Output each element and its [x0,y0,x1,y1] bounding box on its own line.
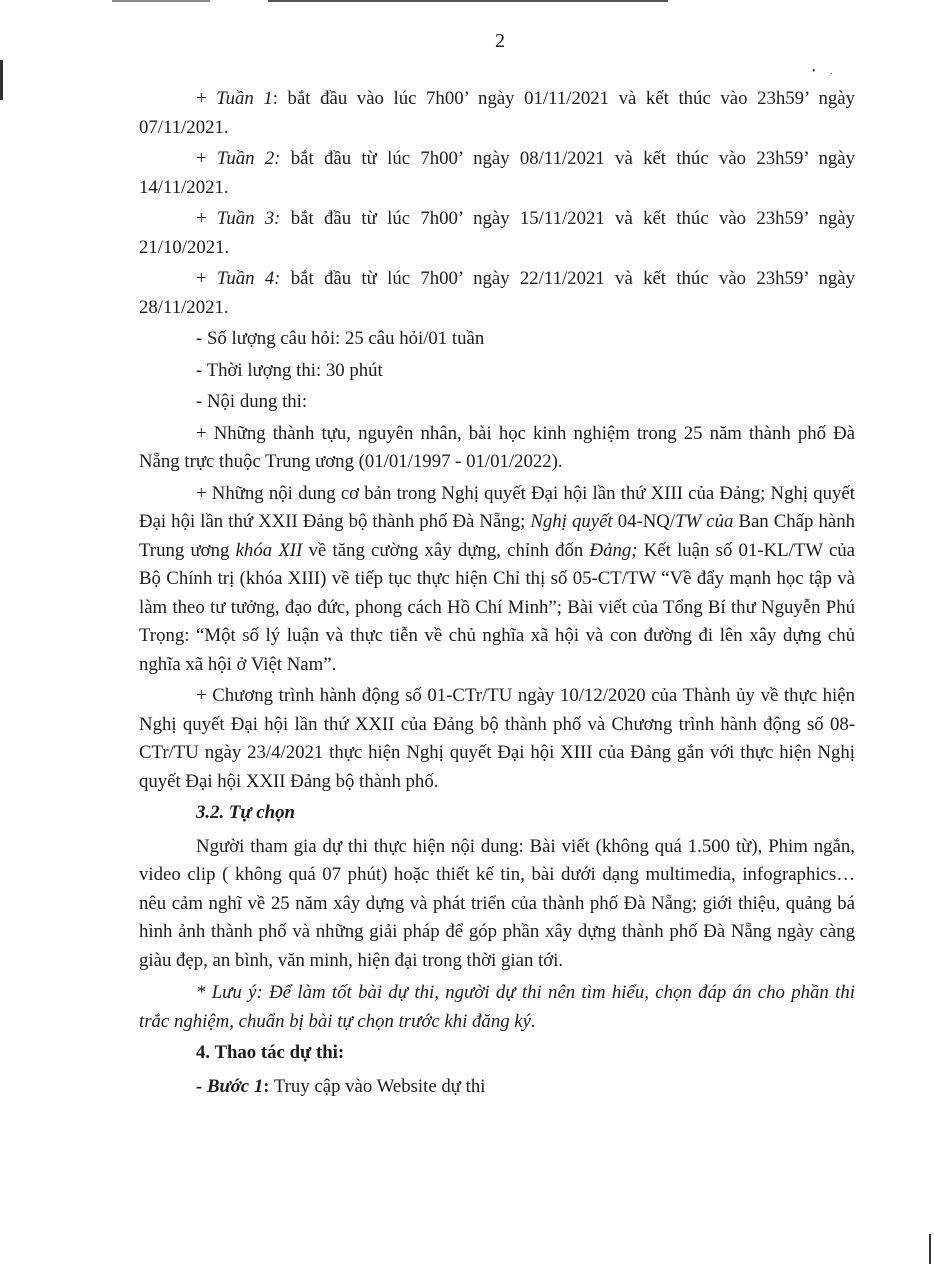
week-3-label: Tuần 3: [216,208,281,229]
week-2-item: + Tuần 2: bắt đầu từ lúc 7h00’ ngày 08/11/2021 và kết thúc vào 23h59’ ngày 14/11/2021. [139,148,856,198]
section-3-2-title: 3.2. Tự chọn [196,802,295,823]
content-label: - Nội dung thi: [196,391,308,412]
document-body [139,85,855,1104]
step-1: - Bước 1: Truy cập vào Website dự thi [196,1075,486,1097]
week-4-label: Tuần 4: [216,268,281,289]
exam-duration: - Thời lượng thi: 30 phút [196,359,383,381]
section-3-2-body: Người tham gia dự thi thực hiện nội dung: Bài viết (không quá 1.500 từ), Phim ngắn, video clip ( không quá 07 phút) hoặc thiết kế tin, bài dưới dạng multimedia, infographics… nêu cảm nghĩ về 25 năm xây dựng và phát triển của thành phố Đà Nẵng; giới thiệu, quảng bá hình ảnh thành phố và những giải pháp để góp phần xây dựng thành phố Đà Nẵng ngày càng giàu đẹp, an bình, văn minh, hiện đại trong thời gian tới. [139,835,855,971]
content-item-3: + Chương trình hành động số 01-CTr/TU ngày 10/12/2020 của Thành ủy về thực hiện Nghị quyết Đại hội lần thứ XXII của Đảng bộ thành phố và Chương trình hành động số 08-CTr/TU ngày 23/4/2021 thực hiện Nghị quyết Đại hội XIII của Đảng gắn với thực hiện Nghị quyết Đại hội XXII Đảng bộ thành phố. [139,685,855,792]
scan-speck: • . [812,66,839,77]
content-item-2: + Những nội dung cơ bản trong Nghị quyết Đại hội lần thứ XIII của Đảng; Nghị quyết Đại hội lần thứ XXII Đảng bộ thành phố Đà Nẵng; Nghị quyết 04-NQ/TW của Ban Chấp hành Trung ương khóa XII về tăng cường xây dựng, chỉnh đốn Đảng; Kết luận số 01-KL/TW của Bộ Chính trị (khóa XIII) về tiếp tục thực hiện Chỉ thị số 05-CT/TW “Về đẩy mạnh học tập và làm theo tư tưởng, đạo đức, phong cách Hồ Chí Minh”; Bài viết của Tổng Bí thư Nguyễn Phú Trọng: “Một số lý luận và thực tiễn về chủ nghĩa xã hội và con đường đi lên xây dựng chủ nghĩa xã hội ở Việt Nam”. [139,482,856,675]
week-2-label: Tuần 2: [216,148,281,169]
page-number: 2 [495,30,505,52]
week-1-item: + Tuần 1: bắt đầu vào lúc 7h00’ ngày 01/11/2021 và kết thúc vào 23h59’ ngày 07/11/2021. [139,88,855,138]
week-3-item: + Tuần 3: bắt đầu từ lúc 7h00’ ngày 15/11/2021 và kết thúc vào 23h59’ ngày 21/10/2021. [139,208,856,258]
question-count: - Số lượng câu hỏi: 25 câu hỏi/01 tuần [196,328,485,349]
step-1-label: - Bước 1 [196,1075,264,1097]
scan-edge-mark-top [268,0,668,2]
week-4-item: + Tuần 4: bắt đầu từ lúc 7h00’ ngày 22/11/2021 và kết thúc vào 23h59’ ngày 28/11/2021. [139,268,856,318]
scan-edge-mark-right [929,1234,931,1264]
note: * Lưu ý: Để làm tốt bài dự thi, người dự thi nên tìm hiểu, chọn đáp án cho phần thi trắc nghiệm, chuẩn bị bài tự chọn trước khi đăng ký. [139,982,855,1032]
week-1-label: Tuần 1 [216,88,273,109]
section-4-title: 4. Thao tác dự thi: [196,1042,345,1063]
scan-edge-mark-left [112,0,210,2]
content-item-1: + Những thành tựu, nguyên nhân, bài học kinh nghiệm trong 25 năm thành phố Đà Nẵng trực thuộc Trung ương (01/01/1997 - 01/01/2022). [139,422,855,472]
scan-binding-mark [0,60,3,100]
